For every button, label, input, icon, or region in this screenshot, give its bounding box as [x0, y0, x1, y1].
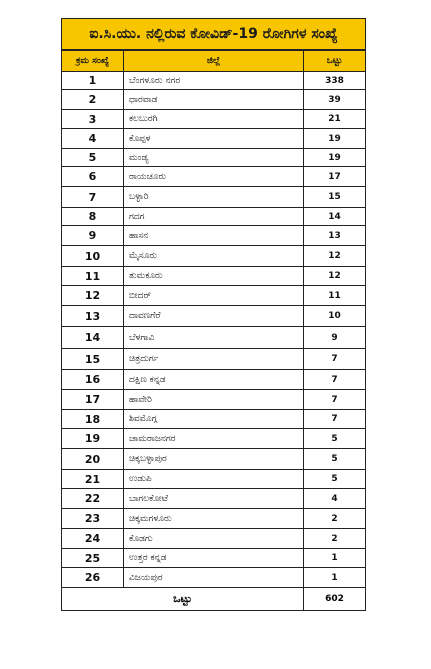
table-row — [62, 429, 366, 449]
table-row — [62, 129, 366, 149]
row-district: ಬೀದರ್ — [124, 286, 304, 306]
row-count: 5 — [304, 429, 366, 449]
row-serial: 13 — [62, 306, 124, 327]
row-serial: 4 — [62, 129, 124, 149]
row-district: ಉಡುಪಿ — [124, 470, 304, 489]
row-count: 19 — [304, 149, 366, 167]
header-district: ಜಿಲ್ಲೆ — [124, 50, 304, 72]
row-serial: 12 — [62, 286, 124, 306]
table-row — [62, 449, 366, 470]
table-row — [62, 72, 366, 90]
row-district: ಚಿತ್ರದುರ್ಗ — [124, 349, 304, 370]
row-count: 13 — [304, 226, 366, 246]
row-serial: 2 — [62, 90, 124, 110]
row-district: ಉತ್ತರ ಕನ್ನಡ — [124, 549, 304, 568]
row-count: 21 — [304, 110, 366, 129]
row-serial: 22 — [62, 489, 124, 509]
row-serial: 15 — [62, 349, 124, 370]
total-row — [62, 588, 366, 611]
row-district: ರಾಯಚೂರು — [124, 167, 304, 187]
total-value: 602 — [304, 588, 366, 611]
row-district: ಚಾಮರಾಜನಗರ — [124, 429, 304, 449]
row-count: 7 — [304, 370, 366, 390]
table-body — [62, 72, 366, 588]
row-count: 1 — [304, 549, 366, 568]
row-district: ಕೊಡಗು — [124, 529, 304, 549]
row-district: ಮೈಸೂರು — [124, 246, 304, 267]
row-count: 17 — [304, 167, 366, 187]
header-serial: ಕ್ರಮ ಸಂಖ್ಯೆ — [62, 50, 124, 72]
table-row — [62, 246, 366, 267]
header-total: ಒಟ್ಟು — [304, 50, 366, 72]
table-row — [62, 208, 366, 226]
table-row — [62, 489, 366, 509]
table-row — [62, 167, 366, 187]
table-row — [62, 306, 366, 327]
row-district: ಚಿಕ್ಕಬಳ್ಳಾಪುರ — [124, 449, 304, 470]
row-district: ಬೆಂಗಳೂರು ನಗರ — [124, 72, 304, 90]
row-count: 1 — [304, 568, 366, 588]
table-row — [62, 509, 366, 529]
row-count: 7 — [304, 410, 366, 429]
row-count: 11 — [304, 286, 366, 306]
row-serial: 8 — [62, 208, 124, 226]
row-count: 14 — [304, 208, 366, 226]
table-row — [62, 470, 366, 489]
icu-covid-table — [61, 18, 366, 611]
row-district: ಬಾಗಲಕೋಟೆ — [124, 489, 304, 509]
row-serial: 6 — [62, 167, 124, 187]
row-count: 9 — [304, 327, 366, 349]
row-serial: 26 — [62, 568, 124, 588]
table-row — [62, 410, 366, 429]
table-row — [62, 110, 366, 129]
table-row — [62, 390, 366, 410]
row-count: 10 — [304, 306, 366, 327]
row-serial: 25 — [62, 549, 124, 568]
row-count: 7 — [304, 390, 366, 410]
row-serial: 21 — [62, 470, 124, 489]
table-row — [62, 327, 366, 349]
row-count: 5 — [304, 470, 366, 489]
row-serial: 18 — [62, 410, 124, 429]
row-serial: 9 — [62, 226, 124, 246]
row-district: ಶಿವಮೊಗ್ಗ — [124, 410, 304, 429]
row-district: ದಕ್ಷಿಣ ಕನ್ನಡ — [124, 370, 304, 390]
row-serial: 5 — [62, 149, 124, 167]
row-district: ವಿಜಯಪುರ — [124, 568, 304, 588]
table-row — [62, 529, 366, 549]
row-count: 7 — [304, 349, 366, 370]
row-count: 5 — [304, 449, 366, 470]
table-row — [62, 226, 366, 246]
row-count: 12 — [304, 267, 366, 286]
table-row — [62, 149, 366, 167]
row-count: 39 — [304, 90, 366, 110]
row-district: ಕೊಪ್ಪಳ — [124, 129, 304, 149]
row-district: ಚಿಕ್ಕಮಗಳೂರು — [124, 509, 304, 529]
table-row — [62, 267, 366, 286]
table-row — [62, 90, 366, 110]
row-serial: 7 — [62, 187, 124, 208]
row-district: ಗದಗ — [124, 208, 304, 226]
row-district: ಬಳ್ಳಾರಿ — [124, 187, 304, 208]
row-serial: 10 — [62, 246, 124, 267]
row-count: 4 — [304, 489, 366, 509]
row-count: 12 — [304, 246, 366, 267]
row-serial: 11 — [62, 267, 124, 286]
row-serial: 20 — [62, 449, 124, 470]
table-row — [62, 349, 366, 370]
row-district: ಮಂಡ್ಯ — [124, 149, 304, 167]
table-row — [62, 568, 366, 588]
row-serial: 1 — [62, 72, 124, 90]
row-count: 19 — [304, 129, 366, 149]
row-district: ಕಲಬುರಗಿ — [124, 110, 304, 129]
table-row — [62, 187, 366, 208]
row-serial: 16 — [62, 370, 124, 390]
row-district: ಬೆಳಗಾವಿ — [124, 327, 304, 349]
row-district: ಹಾವೇರಿ — [124, 390, 304, 410]
row-count: 2 — [304, 509, 366, 529]
row-serial: 23 — [62, 509, 124, 529]
row-count: 2 — [304, 529, 366, 549]
row-count: 15 — [304, 187, 366, 208]
row-district: ಧಾರವಾಡ — [124, 90, 304, 110]
row-serial: 19 — [62, 429, 124, 449]
row-district: ದಾವಣಗೆರೆ — [124, 306, 304, 327]
icu-covid-table-wrapper — [61, 18, 365, 611]
table-title: ಐ.ಸಿ.ಯು. ನಲ್ಲಿರುವ ಕೋವಿಡ್-19 ರೋಗಿಗಳ ಸಂಖ್ಯೆ — [62, 19, 366, 51]
table-row — [62, 286, 366, 306]
table-row — [62, 370, 366, 390]
row-district: ಹಾಸನ — [124, 226, 304, 246]
row-count: 338 — [304, 72, 366, 90]
row-serial: 14 — [62, 327, 124, 349]
row-serial: 17 — [62, 390, 124, 410]
row-serial: 3 — [62, 110, 124, 129]
table-row — [62, 549, 366, 568]
row-district: ತುಮಕೂರು — [124, 267, 304, 286]
row-serial: 24 — [62, 529, 124, 549]
total-label: ಒಟ್ಟು — [62, 588, 304, 611]
